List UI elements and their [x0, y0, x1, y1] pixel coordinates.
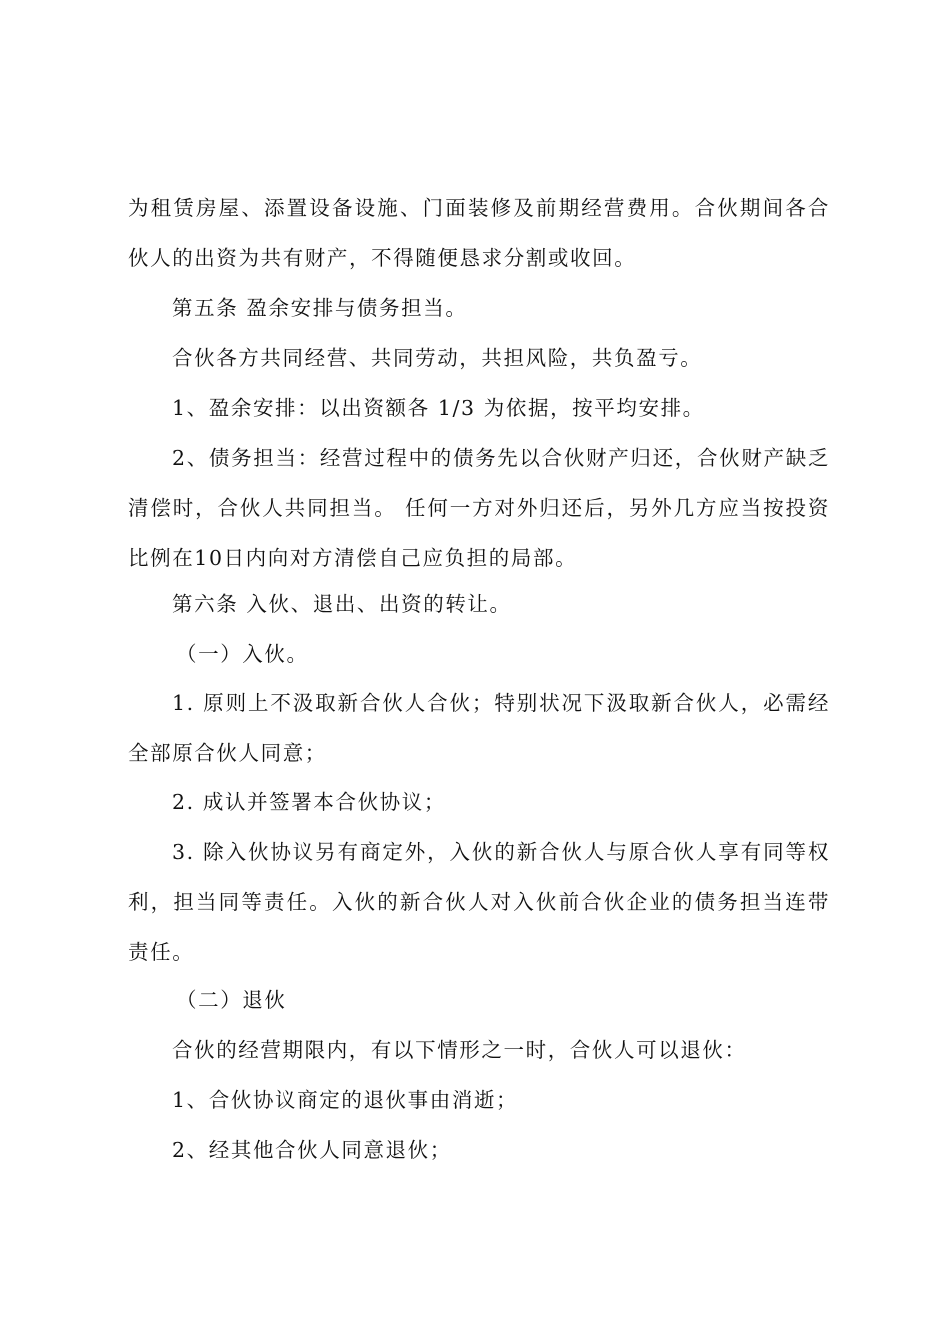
heading-article-6: 第六条 入伙、退出、出资的转让。: [172, 592, 512, 616]
paragraph-withdrawal-case-2: 2、经其他合伙人同意退伙；: [172, 1138, 452, 1162]
paragraph-shared-risk: 合伙各方共同经营、共同劳动，共担风险，共负盈亏。: [172, 346, 703, 370]
paragraph-withdrawal-case-1: 1、合伙协议商定的退伙事由消逝；: [172, 1088, 519, 1112]
heading-joining: （一）入伙。: [176, 642, 309, 666]
heading-withdrawal: （二）退伙: [176, 988, 287, 1012]
paragraph-withdrawal-intro: 合伙的经营期限内，有以下情形之一时，合伙人可以退伙：: [172, 1038, 747, 1062]
heading-article-5: 第五条 盈余安排与债务担当。: [172, 296, 468, 320]
paragraph-joining-rule-3: 3. 除入伙协议另有商定外，入伙的新合伙人与原合伙人享有同等权利，担当同等责任。入伙的新合伙人对入伙前合伙企业的债务担当连带责任。: [128, 840, 830, 964]
paragraph-joining-rule-2: 2. 成认并签署本合伙协议；: [172, 790, 446, 814]
paragraph-joining-rule-1: 1. 原则上不汲取新合伙人合伙；特别状况下汲取新合伙人，必需经全部原合伙人同意；: [128, 691, 830, 765]
paragraph-profit-arrangement: 1、盈余安排：以出资额各 1/3 为依据，按平均安排。: [172, 396, 705, 420]
paragraph-debt-responsibility: 2、债务担当：经营过程中的债务先以合伙财产归还，合伙财产缺乏清偿时，合伙人共同担当。 任何一方对外归还后，另外几方应当按投资比例在10日内向对方清偿自己应负担的局部。: [128, 446, 830, 570]
paragraph-capital-use: 为租赁房屋、添置设备设施、门面装修及前期经营费用。合伙期间各合伙人的出资为共有财产，不得随便恳求分割或收回。: [128, 196, 830, 270]
